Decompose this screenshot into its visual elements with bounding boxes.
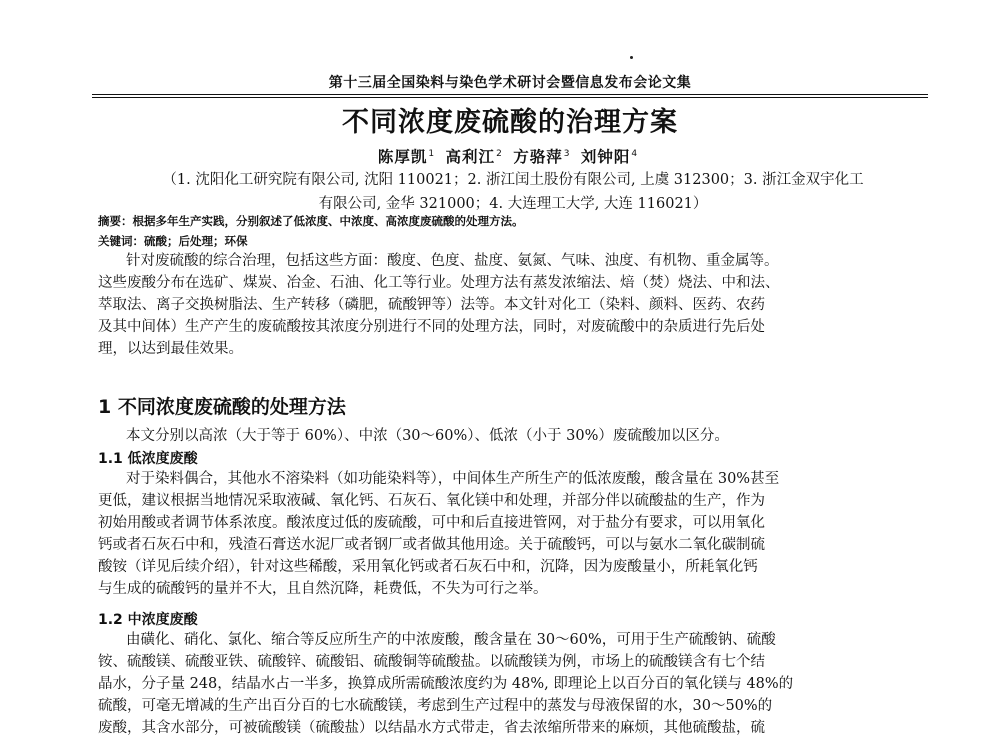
- section-intro: 本文分别以高浓（大于等于 60%）、中浓（30～60%）、低浓（小于 30%）废硫酸加以区分。: [126, 428, 729, 444]
- author-mark: 4: [631, 148, 639, 159]
- author-mark: 3: [563, 148, 571, 159]
- author-list: [92, 145, 928, 167]
- text-line: 更低，建议根据当地情况采取液碱、氧化钙、石灰石、氧化镁中和处理，并部分伴以硫酸盐的生产，作为: [98, 493, 765, 509]
- abstract: 摘要：根据多年生产实践，分别叙述了低浓度、中浓度、高浓度废硫酸的处理方法。: [98, 214, 524, 228]
- text-line: 针对废硫酸的综合治理，包括这些方面：酸度、色度、盐度、氨氮、气味、浊度、有机物、重金属等。: [126, 253, 779, 269]
- text-line: 初始用酸或者调节体系浓度。酸浓度过低的废硫酸，可中和后直接进管网，对于盐分有要求，可以用氧化: [98, 515, 765, 531]
- scan-speck: [630, 56, 633, 59]
- affiliation-line: （1. 沈阳化工研究院有限公司, 沈阳 110021；2. 浙江闰土股份有限公司, 上虞 312300；3. 浙江金双宇化工: [162, 172, 864, 188]
- text-line: 晶水，分子量 248，结晶水占一半多，换算成所需硫酸浓度约为 48%, 即理论上以百分百的氧化镁与 48%的: [98, 676, 794, 692]
- text-line: 这些废酸分布在选矿、煤炭、冶金、石油、化工等行业。处理方法有蒸发浓缩法、焙（焚）烧法、中和法、: [98, 275, 780, 291]
- subsection-heading: 1.2 中浓度废酸: [98, 612, 198, 628]
- text-line: 对于染料偶合，其他水不溶染料（如功能染料等），中间体生产所生产的低浓废酸，酸含量在 30%甚至: [126, 471, 780, 487]
- affiliation-line: 有限公司, 金华 321000；4. 大连理工大学, 大连 116021）: [318, 196, 708, 212]
- text-line: 由磺化、硝化、氯化、缩合等反应所生产的中浓废酸，酸含量在 30～60%，可用于生产硫酸钠、硫酸: [126, 632, 776, 648]
- keywords: 关键词：硫酸；后处理；环保: [98, 234, 248, 248]
- text-line: 萃取法、离子交换树脂法、生产转移（磷肥，硫酸钾等）法等。本文针对化工（染料、颜料、医药、农药: [98, 297, 765, 313]
- author-mark: 1: [428, 148, 436, 159]
- text-line: 理，以达到最佳效果。: [98, 341, 243, 357]
- section-heading: 1 不同浓度废硫酸的处理方法: [98, 396, 346, 418]
- affiliations: [98, 168, 928, 216]
- author-name: 高利江: [445, 148, 496, 166]
- author-mark: 2: [496, 148, 503, 159]
- author-name: 刘钟阳: [580, 148, 631, 166]
- author-name: 方骆萍: [513, 148, 563, 166]
- header-rule-bottom: [92, 97, 928, 98]
- header-rule-top: [92, 94, 928, 95]
- paper-title: 不同浓度废硫酸的治理方案: [342, 107, 678, 138]
- intro-paragraph: [98, 250, 928, 360]
- subsection-paragraph: [98, 629, 928, 739]
- text-line: 钙或者石灰石中和，残渣石膏送水泥厂或者钢厂或者做其他用途。关于硫酸钙，可以与氨水二氧化碳制硫: [98, 537, 765, 553]
- text-line: 铵、硫酸镁、硫酸亚铁、硫酸锌、硫酸铝、硫酸铜等硫酸盐。以硫酸镁为例，市场上的硫酸镁含有七个结: [98, 654, 765, 670]
- text-line: 及其中间体）生产产生的废硫酸按其浓度分别进行不同的处理方法，同时，对废硫酸中的杂质进行先后处: [98, 319, 765, 335]
- text-line: 酸铵（详见后续介绍），针对这些稀酸，采用氧化钙或者石灰石中和，沉降，因为废酸量小，所耗氧化钙: [98, 559, 758, 575]
- proceedings-header: 第十三届全国染料与染色学术研讨会暨信息发布会论文集: [328, 75, 692, 91]
- subsection-paragraph: [98, 468, 928, 600]
- author-name: 陈厚凯: [377, 148, 428, 166]
- text-line: 与生成的硫酸钙的量并不大，且自然沉降，耗费低，不失为可行之举。: [98, 581, 548, 597]
- text-line: 硫酸，可毫无增减的生产出百分百的七水硫酸镁，考虑到生产过程中的蒸发与母液保留的水，30～50%的: [98, 698, 773, 714]
- subsection-heading: 1.1 低浓度废酸: [98, 451, 198, 467]
- text-line: 废酸，其含水部分，可被硫酸镁（硫酸盐）以结晶水方式带走，省去浓缩所带来的麻烦，其他硫酸盐，硫: [98, 720, 765, 736]
